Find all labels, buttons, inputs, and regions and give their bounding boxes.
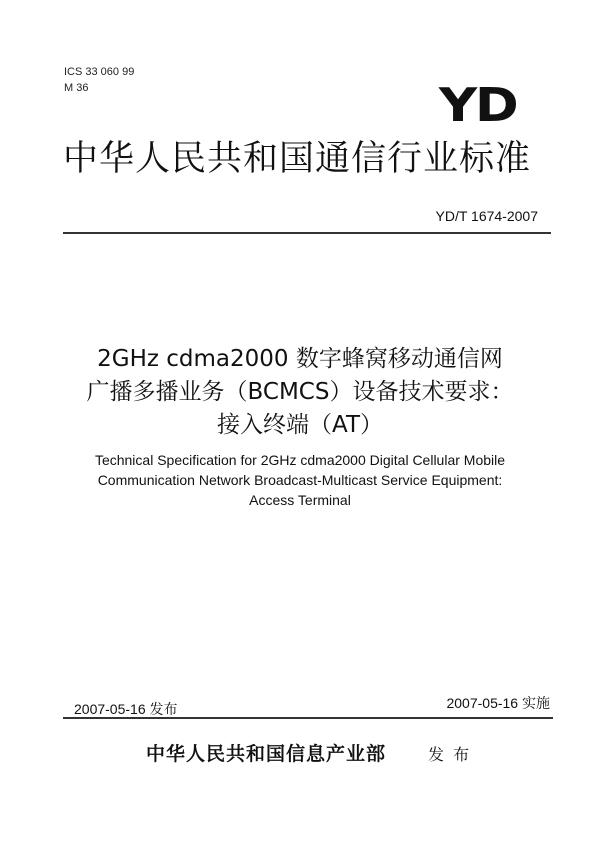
publish-label: 发 布: [428, 745, 472, 764]
title-en-line2: Communication Network Broadcast-Multicast Service Equipment:: [97, 472, 503, 488]
title-zh-line1: 2GHz cdma2000 数字蜂窝移动通信网: [97, 346, 503, 372]
top-divider: [63, 232, 551, 234]
title-zh-line3: 接入终端（AT）: [217, 412, 383, 438]
issue-date: 2007-05-16 发布: [74, 701, 178, 717]
title-en-line1: Technical Specification for 2GHz cdma2000 Digital Cellular Mobile: [94, 452, 506, 468]
yd-logo: YD: [438, 78, 516, 132]
org-title: 中华人民共和国通信行业标准: [63, 139, 532, 179]
standard-number: YD/T 1674-2007: [435, 208, 538, 224]
m-code: M 36: [64, 82, 89, 94]
title-zh-line2: 广播多播业务（BCMCS）设备技术要求：: [86, 379, 514, 405]
title-en-line3: Access Terminal: [249, 492, 351, 508]
bottom-divider: [63, 717, 553, 719]
ics-code: ICS 33 060 99: [64, 66, 135, 78]
publisher: 中华人民共和国信息产业部: [146, 743, 387, 765]
implementation-date: 2007-05-16 实施: [446, 695, 550, 711]
